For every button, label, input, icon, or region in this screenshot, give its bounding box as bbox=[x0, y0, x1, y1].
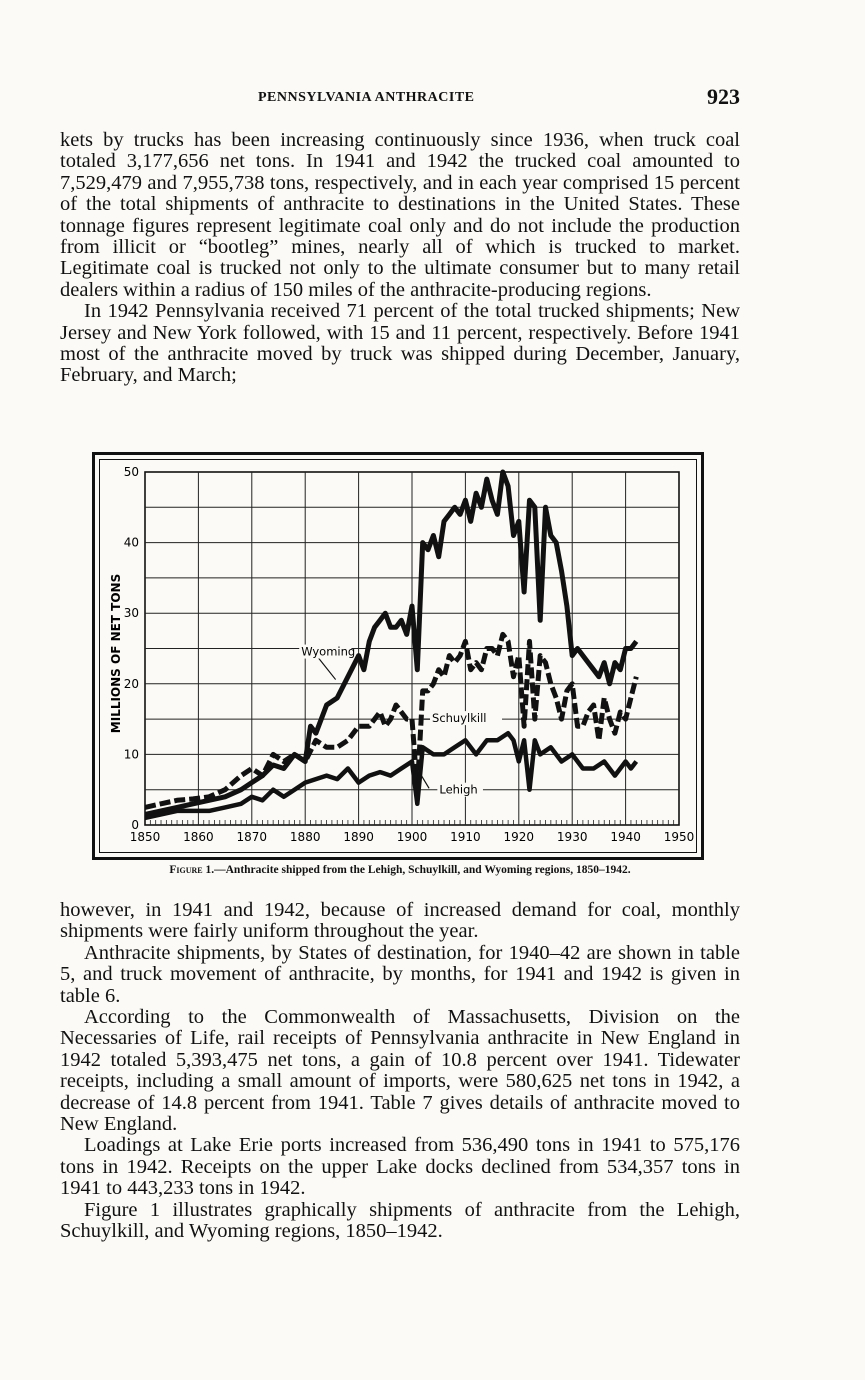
paragraph: Anthracite shipments, by States of destination, for 1940–42 are shown in table 5, and truck movement of anthracite, by months, for 1941 and 1942 is given in table 6. bbox=[60, 941, 740, 1007]
y-tick-label: 20 bbox=[123, 676, 139, 691]
y-tick-label: 0 bbox=[131, 818, 139, 832]
annotation-label-lehigh: Lehigh bbox=[439, 782, 478, 797]
body-text-bottom bbox=[60, 900, 740, 1243]
body-text-top bbox=[60, 130, 740, 387]
y-tick-label: 40 bbox=[123, 535, 139, 550]
paragraph: however, in 1941 and 1942, because of increased demand for coal, monthly shipments were fairly uniform throughout the year. bbox=[60, 899, 740, 943]
x-tick-label: 1870 bbox=[236, 830, 268, 844]
x-tick-label: 1920 bbox=[503, 830, 535, 844]
x-tick-label: 1910 bbox=[450, 830, 481, 844]
x-tick-label: 1950 bbox=[663, 830, 695, 844]
annotation-leader-line bbox=[421, 774, 430, 788]
page-header bbox=[60, 86, 740, 112]
figure-caption-label: Figure 1. bbox=[169, 864, 215, 876]
x-tick-label: 1850 bbox=[129, 830, 161, 844]
y-tick-label: 50 bbox=[123, 465, 139, 479]
y-tick-label: 10 bbox=[123, 747, 139, 762]
paragraph: In 1942 Pennsylvania received 71 percent of the total trucked shipments; New Jersey and New York followed, with 15 and 11 percent, respectively. Before 1941 most of the anthracite moved by truck was shipped during December, January, February, and March; bbox=[60, 300, 740, 387]
annotation-label-schuylkill: Schuylkill bbox=[432, 711, 487, 726]
x-tick-label: 1890 bbox=[343, 830, 374, 844]
page-number: 923 bbox=[707, 84, 740, 109]
anthracite-line-chart bbox=[92, 452, 704, 860]
x-tick-label: 1860 bbox=[183, 830, 214, 844]
figure-caption bbox=[60, 864, 740, 876]
y-axis-label: MILLIONS OF NET TONS bbox=[109, 573, 123, 734]
x-tick-label: 1940 bbox=[610, 830, 641, 844]
figure-caption-text: —Anthracite shipped from the Lehigh, Schuylkill, and Wyoming regions, 1850–1942. bbox=[214, 864, 631, 876]
paragraph: kets by trucks has been increasing continuously since 1936, when truck coal totaled 3,177,656 net tons. In 1941 and 1942 the trucked coal amounted to 7,529,479 and 7,955,738 tons, respectively, and in each year comprised 15 percent of the total shipments of anthracite to destinations in the United States. These tonnage figures represent legitimate coal only and do not include the production from illicit or “bootleg” mines, nearly all of which is trucked to market. Legitimate coal is trucked not only to the ultimate consumer but to many retail dealers within a radius of 150 miles of the anthracite-producing regions. bbox=[60, 129, 740, 301]
running-head: PENNSYLVANIA ANTHRACITE bbox=[258, 90, 475, 105]
x-tick-label: 1900 bbox=[396, 830, 428, 844]
x-tick-label: 1930 bbox=[556, 830, 588, 844]
paragraph: Loadings at Lake Erie ports increased from 536,490 tons in 1941 to 575,176 tons in 1942. Receipts on the upper Lake docks declined from 534,357 tons in 1941 to 443,233 tons in 1942. bbox=[60, 1134, 740, 1200]
series-line-lehigh bbox=[145, 733, 636, 818]
x-tick-label: 1880 bbox=[289, 830, 321, 844]
y-tick-label: 30 bbox=[123, 606, 139, 621]
paragraph: According to the Commonwealth of Massachusetts, Division on the Necessaries of Life, rail receipts of Pennsylvania anthracite in New England in 1942 totaled 5,393,475 net tons, a gain of 10.8 percent over 1941. Tidewater receipts, including a small amount of imports, were 580,625 net tons in 1942, a decrease of 14.8 percent from 1941. Table 7 gives details of anthracite moved to New England. bbox=[60, 1006, 740, 1136]
paragraph: Figure 1 illustrates graphically shipments of anthracite from the Lehigh, Schuylkill, and Wyoming regions, 1850–1942. bbox=[60, 1198, 740, 1243]
annotation-label-wyoming: Wyoming bbox=[301, 644, 356, 659]
series-line-schuylkill bbox=[145, 634, 636, 807]
